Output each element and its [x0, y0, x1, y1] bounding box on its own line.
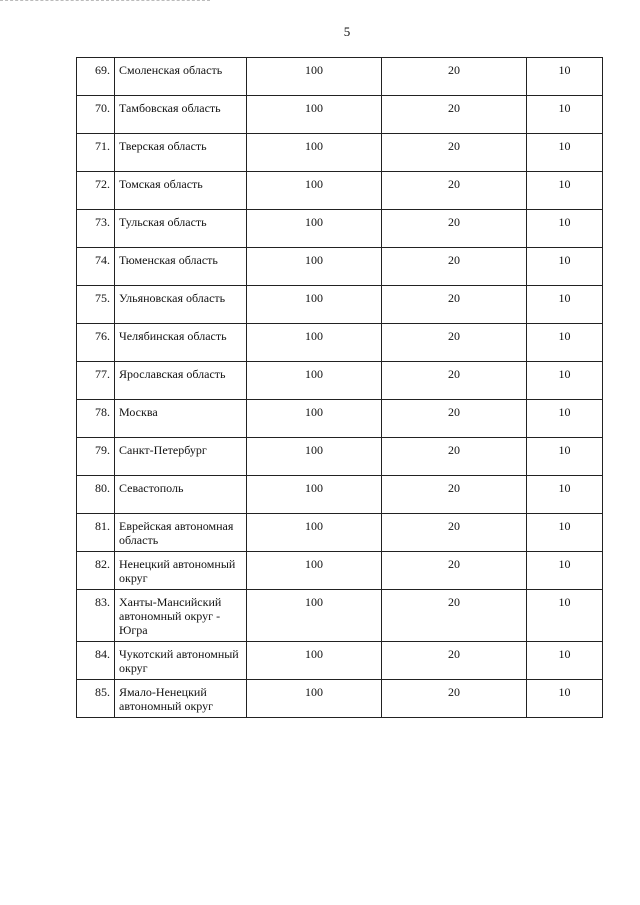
row-number: 71.: [77, 134, 115, 172]
value-col-1: 100: [247, 400, 382, 438]
region-name: Томская область: [115, 172, 247, 210]
value-col-1: 100: [247, 642, 382, 680]
table-row: [77, 514, 603, 552]
value-col-3: 10: [527, 476, 603, 514]
value-col-3: 10: [527, 58, 603, 96]
row-number: 69.: [77, 58, 115, 96]
value-col-2: 20: [382, 324, 527, 362]
value-col-3: 10: [527, 438, 603, 476]
value-col-2: 20: [382, 248, 527, 286]
table-row: [77, 96, 603, 134]
value-col-2: 20: [382, 476, 527, 514]
value-col-2: 20: [382, 438, 527, 476]
value-col-3: 10: [527, 134, 603, 172]
table-row: [77, 58, 603, 96]
row-number: 83.: [77, 590, 115, 642]
region-name: Санкт-Петербург: [115, 438, 247, 476]
value-col-2: 20: [382, 362, 527, 400]
region-name: Ненецкий автономный округ: [115, 552, 247, 590]
value-col-1: 100: [247, 438, 382, 476]
region-name: Тульская область: [115, 210, 247, 248]
table-row: [77, 476, 603, 514]
table-row: [77, 400, 603, 438]
value-col-2: 20: [382, 210, 527, 248]
value-col-2: 20: [382, 680, 527, 718]
value-col-2: 20: [382, 400, 527, 438]
value-col-1: 100: [247, 210, 382, 248]
table-row: [77, 172, 603, 210]
row-number: 76.: [77, 324, 115, 362]
row-number: 73.: [77, 210, 115, 248]
page-number: 5: [343, 24, 351, 39]
table-row: [77, 324, 603, 362]
region-name: Ярославская область: [115, 362, 247, 400]
value-col-1: 100: [247, 58, 382, 96]
value-col-2: 20: [382, 96, 527, 134]
value-col-3: 10: [527, 286, 603, 324]
row-number: 80.: [77, 476, 115, 514]
region-name: Еврейская автономная область: [115, 514, 247, 552]
table-row: [77, 134, 603, 172]
table-row: [77, 438, 603, 476]
table-row: [77, 680, 603, 718]
value-col-2: 20: [382, 514, 527, 552]
value-col-3: 10: [527, 642, 603, 680]
value-col-3: 10: [527, 210, 603, 248]
region-table: [76, 57, 603, 718]
value-col-1: 100: [247, 96, 382, 134]
scan-artifact-line: [0, 0, 210, 2]
value-col-2: 20: [382, 552, 527, 590]
value-col-3: 10: [527, 172, 603, 210]
table-row: [77, 286, 603, 324]
table-row: [77, 210, 603, 248]
table-row: [77, 248, 603, 286]
value-col-2: 20: [382, 58, 527, 96]
value-col-3: 10: [527, 552, 603, 590]
value-col-3: 10: [527, 680, 603, 718]
value-col-3: 10: [527, 590, 603, 642]
row-number: 75.: [77, 286, 115, 324]
region-name: Тверская область: [115, 134, 247, 172]
row-number: 74.: [77, 248, 115, 286]
region-name: Тюменская область: [115, 248, 247, 286]
table-row: [77, 590, 603, 642]
row-number: 85.: [77, 680, 115, 718]
row-number: 84.: [77, 642, 115, 680]
value-col-1: 100: [247, 134, 382, 172]
value-col-1: 100: [247, 476, 382, 514]
value-col-1: 100: [247, 286, 382, 324]
region-name: Ямало-Ненецкий автономный округ: [115, 680, 247, 718]
region-name: Чукотский автономный округ: [115, 642, 247, 680]
value-col-3: 10: [527, 514, 603, 552]
value-col-3: 10: [527, 400, 603, 438]
row-number: 72.: [77, 172, 115, 210]
table-row: [77, 362, 603, 400]
value-col-2: 20: [382, 134, 527, 172]
value-col-1: 100: [247, 680, 382, 718]
region-name: Москва: [115, 400, 247, 438]
value-col-1: 100: [247, 362, 382, 400]
region-name: Ульяновская область: [115, 286, 247, 324]
value-col-3: 10: [527, 362, 603, 400]
value-col-1: 100: [247, 552, 382, 590]
value-col-1: 100: [247, 514, 382, 552]
region-name: Смоленская область: [115, 58, 247, 96]
value-col-3: 10: [527, 248, 603, 286]
value-col-1: 100: [247, 324, 382, 362]
row-number: 82.: [77, 552, 115, 590]
value-col-3: 10: [527, 324, 603, 362]
row-number: 79.: [77, 438, 115, 476]
value-col-2: 20: [382, 590, 527, 642]
table-row: [77, 552, 603, 590]
value-col-3: 10: [527, 96, 603, 134]
value-col-1: 100: [247, 248, 382, 286]
row-number: 77.: [77, 362, 115, 400]
region-name: Челябинская область: [115, 324, 247, 362]
value-col-2: 20: [382, 642, 527, 680]
value-col-1: 100: [247, 590, 382, 642]
row-number: 78.: [77, 400, 115, 438]
table-row: [77, 642, 603, 680]
region-name: Тамбовская область: [115, 96, 247, 134]
region-name: Ханты-Мансийский автономный округ - Югра: [115, 590, 247, 642]
value-col-1: 100: [247, 172, 382, 210]
region-name: Севастополь: [115, 476, 247, 514]
value-col-2: 20: [382, 172, 527, 210]
value-col-2: 20: [382, 286, 527, 324]
row-number: 81.: [77, 514, 115, 552]
row-number: 70.: [77, 96, 115, 134]
